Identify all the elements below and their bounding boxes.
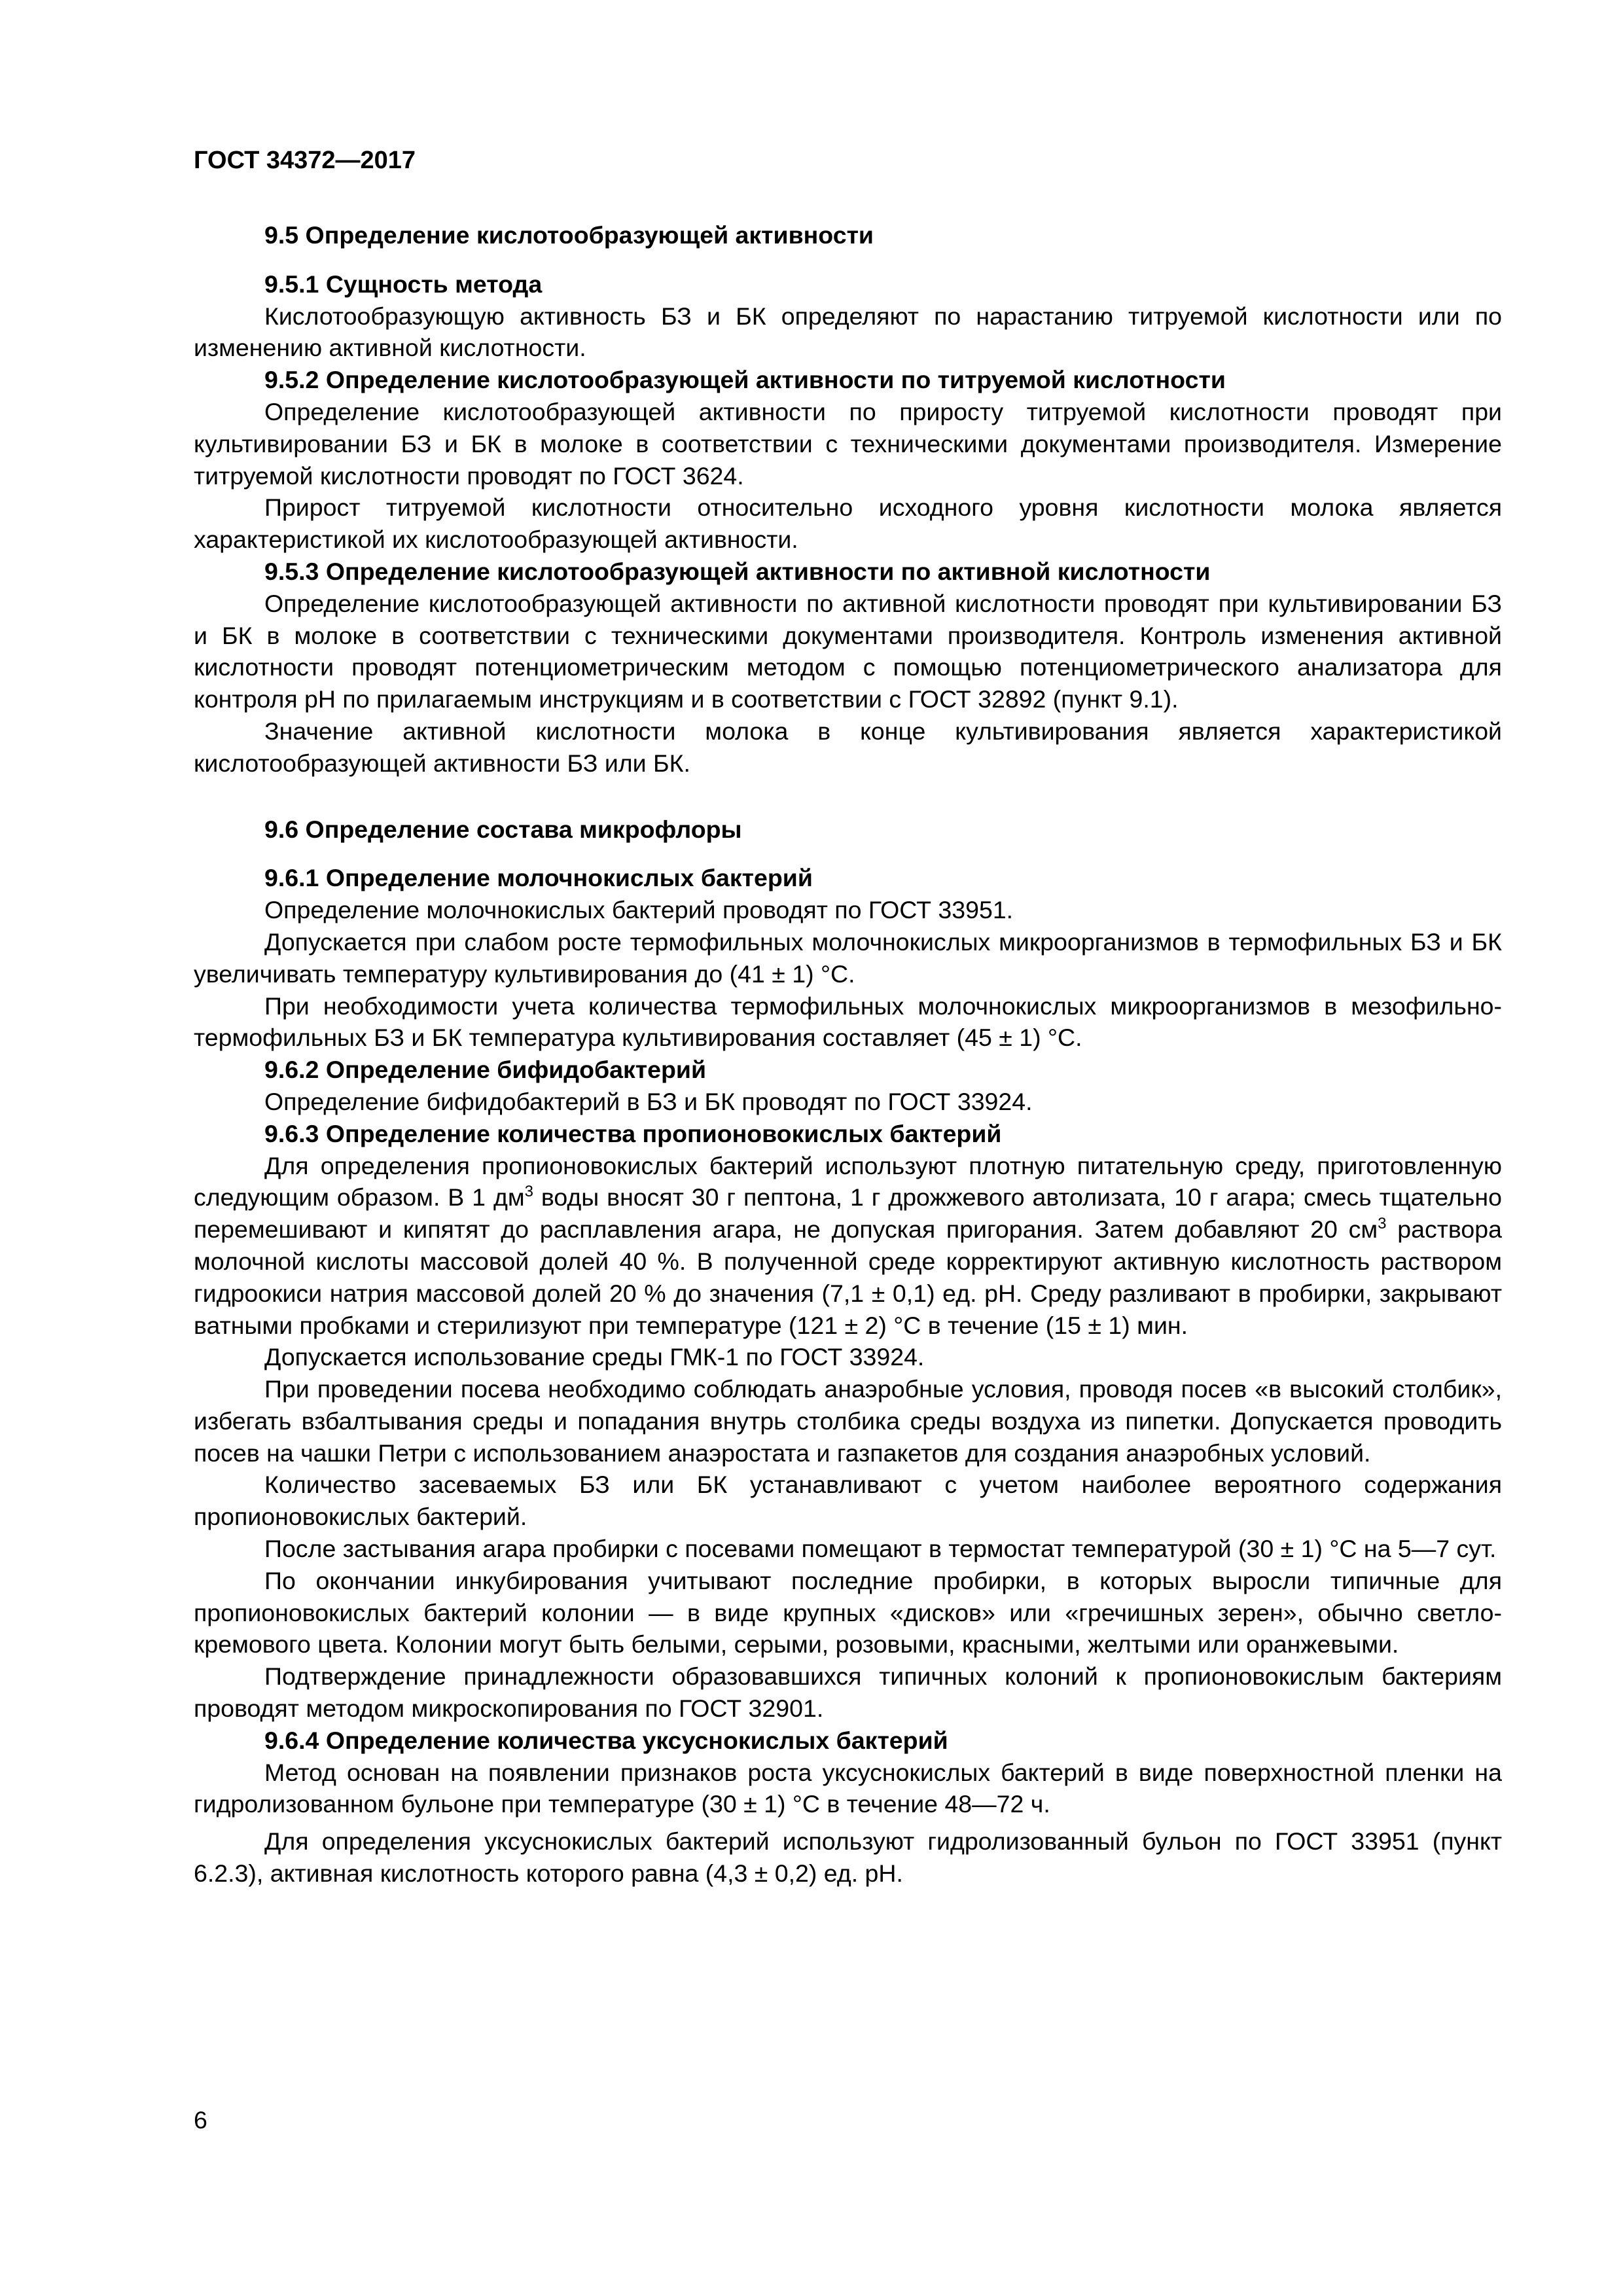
- paragraph: Метод основан на появлении признаков роста уксуснокислых бактерий в виде поверхностной пленки на гидролизованном бульоне при температуре (30 ± 1) °С в течение 48—72 ч.: [194, 1758, 1502, 1818]
- paragraph: Прирост титруемой кислотности относительно исходного уровня кислотности молока является характеристикой их кислотообразующей активности.: [194, 493, 1502, 554]
- text-run: Для определения пропионовокислых бактерий используют плотную питательную среду, приготовленную следующим образом. В 1 дм: [194, 1151, 1502, 1211]
- paragraph: Допускается использование среды ГМК-1 по ГОСТ 33924.: [264, 1343, 925, 1371]
- paragraph: При необходимости учета количества термофильных молочнокислых микроорганизмов в мезофильно-термофильных БЗ и БК температура культивирования составляет (45 ± 1) °С.: [194, 992, 1502, 1052]
- document-body: [194, 219, 1502, 1890]
- superscript: 3: [1378, 1215, 1387, 1233]
- text-run: воды вносят 30 г пептона, 1 г дрожжевого автолизата, 10 г агара; смесь тщательно перемешивают и кипятят до расплавления агара, не допуская пригорания. Затем добавляют 20 см: [194, 1183, 1502, 1244]
- superscript: 3: [524, 1183, 533, 1201]
- paragraph: Кислотообразующую активность БЗ и БК определяют по нарастанию титруемой кислотности или по изменению активной кислотности.: [194, 302, 1502, 362]
- subsection-heading-9-6-3: 9.6.3 Определение количества пропионовокислых бактерий: [264, 1119, 1002, 1147]
- subsection-heading-9-5-1: 9.5.1 Сущность метода: [264, 270, 543, 298]
- paragraph: Определение кислотообразующей активности по приросту титруемой кислотности проводят при культивировании БЗ и БК в молоке в соответствии с техническими документами производителя. Измерение титруемой кислотности проводят по ГОСТ 3624.: [194, 397, 1502, 490]
- subsection-heading-9-6-1: 9.6.1 Определение молочнокислых бактерий: [264, 864, 813, 892]
- subsection-heading-9-6-4: 9.6.4 Определение количества уксуснокислых бактерий: [264, 1726, 948, 1754]
- subsection-heading-9-5-3: 9.5.3 Определение кислотообразующей активности по активной кислотности: [264, 557, 1211, 585]
- text-run: раствора молочной кислоты массовой долей 40 %. В полученной среде корректируют активную кислотность раствором гидроокиси натрия массовой долей 20 % до значения (7,1 ± 0,1) ед. pH. Среду разливают в пробирки, закрывают ватными пробками и стерилизуют при температуре (121 ± 2) °С в течение (15 ± 1) мин.: [194, 1215, 1502, 1339]
- paragraph: Количество засеваемых БЗ или БК устанавливают с учетом наиболее вероятного содержания пропионовокислых бактерий.: [194, 1471, 1502, 1531]
- paragraph: Определение кислотообразующей активности по активной кислотности проводят при культивировании БЗ и БК в молоке в соответствии с техническими документами производителя. Контроль изменения активной кислотности проводят потенциометрическим методом с помощью потенциометрического анализатора для контроля pH по прилагаемым инструкциям и в соответствии с ГОСТ 32892 (пункт 9.1).: [194, 589, 1502, 713]
- page-number: 6: [194, 2106, 207, 2134]
- paragraph: Допускается при слабом росте термофильных молочнокислых микроорганизмов в термофильных БЗ и БК увеличивать температуру культивирования до (41 ± 1) °С.: [194, 927, 1502, 988]
- paragraph: При проведении посева необходимо соблюдать анаэробные условия, проводя посев «в высокий столбик», избегать взбалтывания среды и попадания внутрь столбика среды воздуха из пипетки. Допускается проводить посев на чашки Петри с использованием анаэростата и газпакетов для создания анаэробных условий.: [194, 1375, 1502, 1467]
- subsection-heading-9-6-2: 9.6.2 Определение бифидобактерий: [264, 1056, 707, 1084]
- section-heading-9-5: 9.5 Определение кислотообразующей активности: [264, 221, 874, 249]
- paragraph: Подтверждение принадлежности образовавшихся типичных колоний к пропионовокислым бактериям проводят методом микроскопирования по ГОСТ 32901.: [194, 1662, 1502, 1723]
- document-code: ГОСТ 34372—2017: [194, 147, 416, 174]
- paragraph: Определение бифидобактерий в БЗ и БК проводят по ГОСТ 33924.: [264, 1087, 1033, 1115]
- paragraph: Значение активной кислотности молока в конце культивирования является характеристикой кислотообразующей активности БЗ или БК.: [194, 717, 1502, 777]
- subsection-heading-9-5-2: 9.5.2 Определение кислотообразующей активности по титруемой кислотности: [264, 366, 1226, 394]
- paragraph: После застывания агара пробирки с посевами помещают в термостат температурой (30 ± 1) °С на 5—7 сут.: [264, 1535, 1497, 1563]
- paragraph-medium-preparation: [194, 1150, 1502, 1342]
- section-heading-9-6: 9.6 Определение состава микрофлоры: [264, 815, 742, 843]
- paragraph: По окончании инкубирования учитывают последние пробирки, в которых выросли типичные для пропионовокислых бактерий колонии — в виде крупных «дисков» или «гречишных зерен», обычно светло-кремового цвета. Колонии могут быть белыми, серыми, розовыми, красными, желтыми или оранжевыми.: [194, 1566, 1502, 1659]
- paragraph: Для определения уксуснокислых бактерий используют гидролизованный бульон по ГОСТ 33951 (пункт 6.2.3), активная кислотность которого равна (4,3 ± 0,2) ед. pH.: [194, 1827, 1502, 1888]
- paragraph: Определение молочнокислых бактерий проводят по ГОСТ 33951.: [264, 896, 1014, 924]
